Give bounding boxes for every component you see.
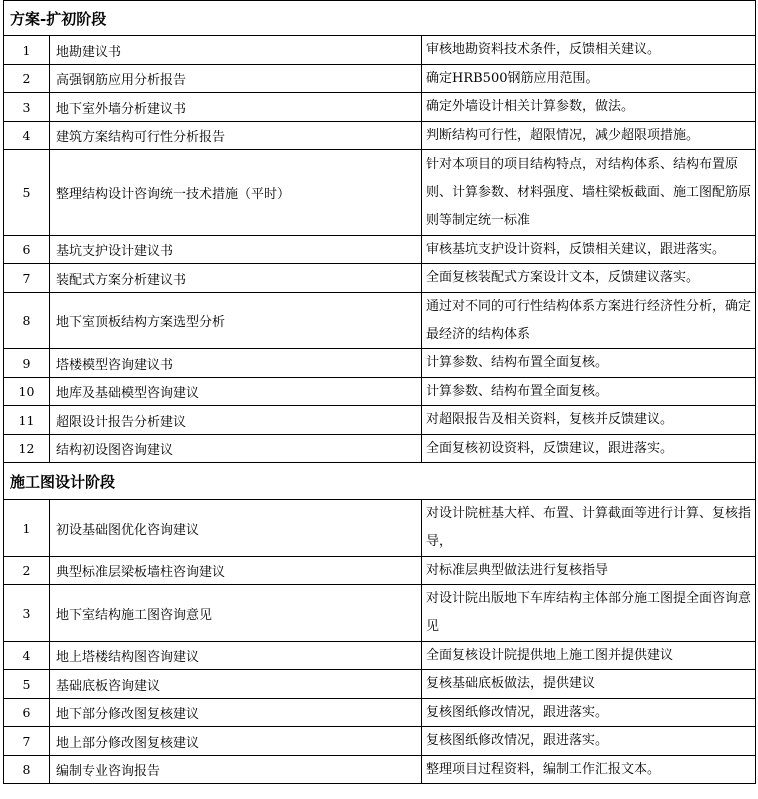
row-number: 6 <box>4 699 50 726</box>
row-desc: 对超限报告及相关资料，复核并反馈建议。 <box>426 412 674 427</box>
row-number: 7 <box>4 727 50 755</box>
row-item: 超限设计报告分析建议 <box>50 406 422 434</box>
row-number: 7 <box>4 264 50 292</box>
table-row <box>3 93 756 122</box>
table-row <box>3 699 756 727</box>
row-item: 地下部分修改图复核建议 <box>50 699 422 726</box>
consulting-table <box>3 0 756 784</box>
row-desc: 审核地勘资料技术条件，反馈相关建议。 <box>426 42 661 57</box>
table-row <box>3 557 756 585</box>
row-number: 2 <box>4 557 50 584</box>
row-item: 基坑支护设计建议书 <box>50 236 422 263</box>
table-row <box>3 435 756 463</box>
table-row <box>3 264 756 293</box>
row-item: 整理结构设计咨询统一技术措施（平时） <box>50 150 422 235</box>
row-number: 8 <box>4 756 50 783</box>
row-desc: 计算参数、结构布置全面复核。 <box>426 355 609 370</box>
table-row <box>3 727 756 756</box>
row-item: 建筑方案结构可行性分析报告 <box>50 122 422 149</box>
row-desc: 确定外墙设计相关计算参数，做法。 <box>426 99 635 114</box>
row-item: 地上部分修改图复核建议 <box>50 727 422 755</box>
row-desc: 审核基坑支护设计资料，反馈相关建议，跟进落实。 <box>426 241 726 257</box>
row-number: 12 <box>4 435 50 462</box>
row-desc: 判断结构可行性，超限情况，减少超限项措施。 <box>426 127 700 143</box>
table-row <box>3 642 756 670</box>
row-item: 地下室顶板结构方案选型分析 <box>50 293 422 348</box>
row-item: 结构初设图咨询建议 <box>50 435 422 462</box>
row-desc: 复核基础底板做法，提供建议 <box>426 676 596 691</box>
row-number: 5 <box>4 670 50 698</box>
row-desc: 对标准层典型做法进行复核指导 <box>426 562 609 578</box>
row-number: 4 <box>4 642 50 669</box>
table-row <box>3 65 756 93</box>
row-number: 3 <box>4 93 50 121</box>
row-number: 8 <box>4 293 50 348</box>
row-item: 地上塔楼结构图咨询建议 <box>50 642 422 669</box>
section-title: 方案-扩初阶段 <box>10 9 107 28</box>
row-item: 高强钢筋应用分析报告 <box>50 65 422 92</box>
row-desc-text: 针对本项目的项目结构特点，对结构体系、结构布置原则、计算参数、材料强度、墙柱梁板截面、施工图配筋原则等制定统一标准 <box>426 156 752 228</box>
row-desc-text: 对设计院桩基大样、布置、计算截面等进行计算、复核指导， <box>426 506 752 549</box>
table-row <box>3 670 756 699</box>
row-desc: 计算参数、结构布置全面复核。 <box>426 383 609 399</box>
section-header <box>3 463 756 500</box>
table-row <box>3 236 756 264</box>
row-number: 2 <box>4 65 50 92</box>
row-number: 3 <box>4 585 50 641</box>
row-desc: 全面复核装配式方案设计文本，反馈建议落实。 <box>426 270 700 285</box>
table-row <box>3 293 756 349</box>
row-number: 1 <box>4 500 50 556</box>
row-item: 编制专业咨询报告 <box>50 756 422 783</box>
row-desc <box>422 150 755 235</box>
row-number: 11 <box>4 406 50 434</box>
row-number: 1 <box>4 36 50 64</box>
row-item: 塔楼模型咨询建议书 <box>50 349 422 377</box>
row-number: 4 <box>4 122 50 149</box>
row-desc: 全面复核设计院提供地上施工图并提供建议 <box>426 647 674 663</box>
row-desc <box>422 500 755 556</box>
row-desc-text: 通过对不同的可行性结构体系方案进行经济性分析，确定最经济的结构体系 <box>426 298 752 342</box>
section-title: 施工图设计阶段 <box>10 472 116 491</box>
row-desc: 整理项目过程资料，编制工作汇报文本。 <box>426 761 661 777</box>
table-row <box>3 585 756 642</box>
row-desc: 复核图纸修改情况，跟进落实。 <box>426 704 609 720</box>
row-item: 地下室结构施工图咨询意见 <box>50 585 422 641</box>
row-number: 6 <box>4 236 50 263</box>
row-item: 典型标准层梁板墙柱咨询建议 <box>50 557 422 584</box>
row-desc: 确定HRB500钢筋应用范围。 <box>426 70 599 86</box>
table-row <box>3 36 756 65</box>
row-item: 地库及基础模型咨询建议 <box>50 378 422 405</box>
table-row <box>3 500 756 557</box>
row-item: 装配式方案分析建议书 <box>50 264 422 292</box>
row-item: 地下室外墙分析建议书 <box>50 93 422 121</box>
row-number: 5 <box>4 150 50 235</box>
row-item: 初设基础图优化咨询建议 <box>50 500 422 556</box>
row-desc <box>422 293 755 348</box>
table-row <box>3 406 756 435</box>
row-desc: 全面复核初设资料，反馈建议，跟进落实。 <box>426 440 674 456</box>
table-row <box>3 150 756 236</box>
row-number: 9 <box>4 349 50 377</box>
row-number: 10 <box>4 378 50 405</box>
section-header <box>3 0 756 36</box>
table-row <box>3 349 756 378</box>
row-desc-text: 对设计院出版地下车库结构主体部分施工图提全面咨询意见 <box>426 591 752 634</box>
row-item: 地勘建议书 <box>50 36 422 64</box>
table-row <box>3 756 756 784</box>
row-item: 基础底板咨询建议 <box>50 670 422 698</box>
row-desc <box>422 585 755 641</box>
table-row <box>3 378 756 406</box>
table-row <box>3 122 756 150</box>
row-desc: 复核图纸修改情况，跟进落实。 <box>426 733 609 748</box>
